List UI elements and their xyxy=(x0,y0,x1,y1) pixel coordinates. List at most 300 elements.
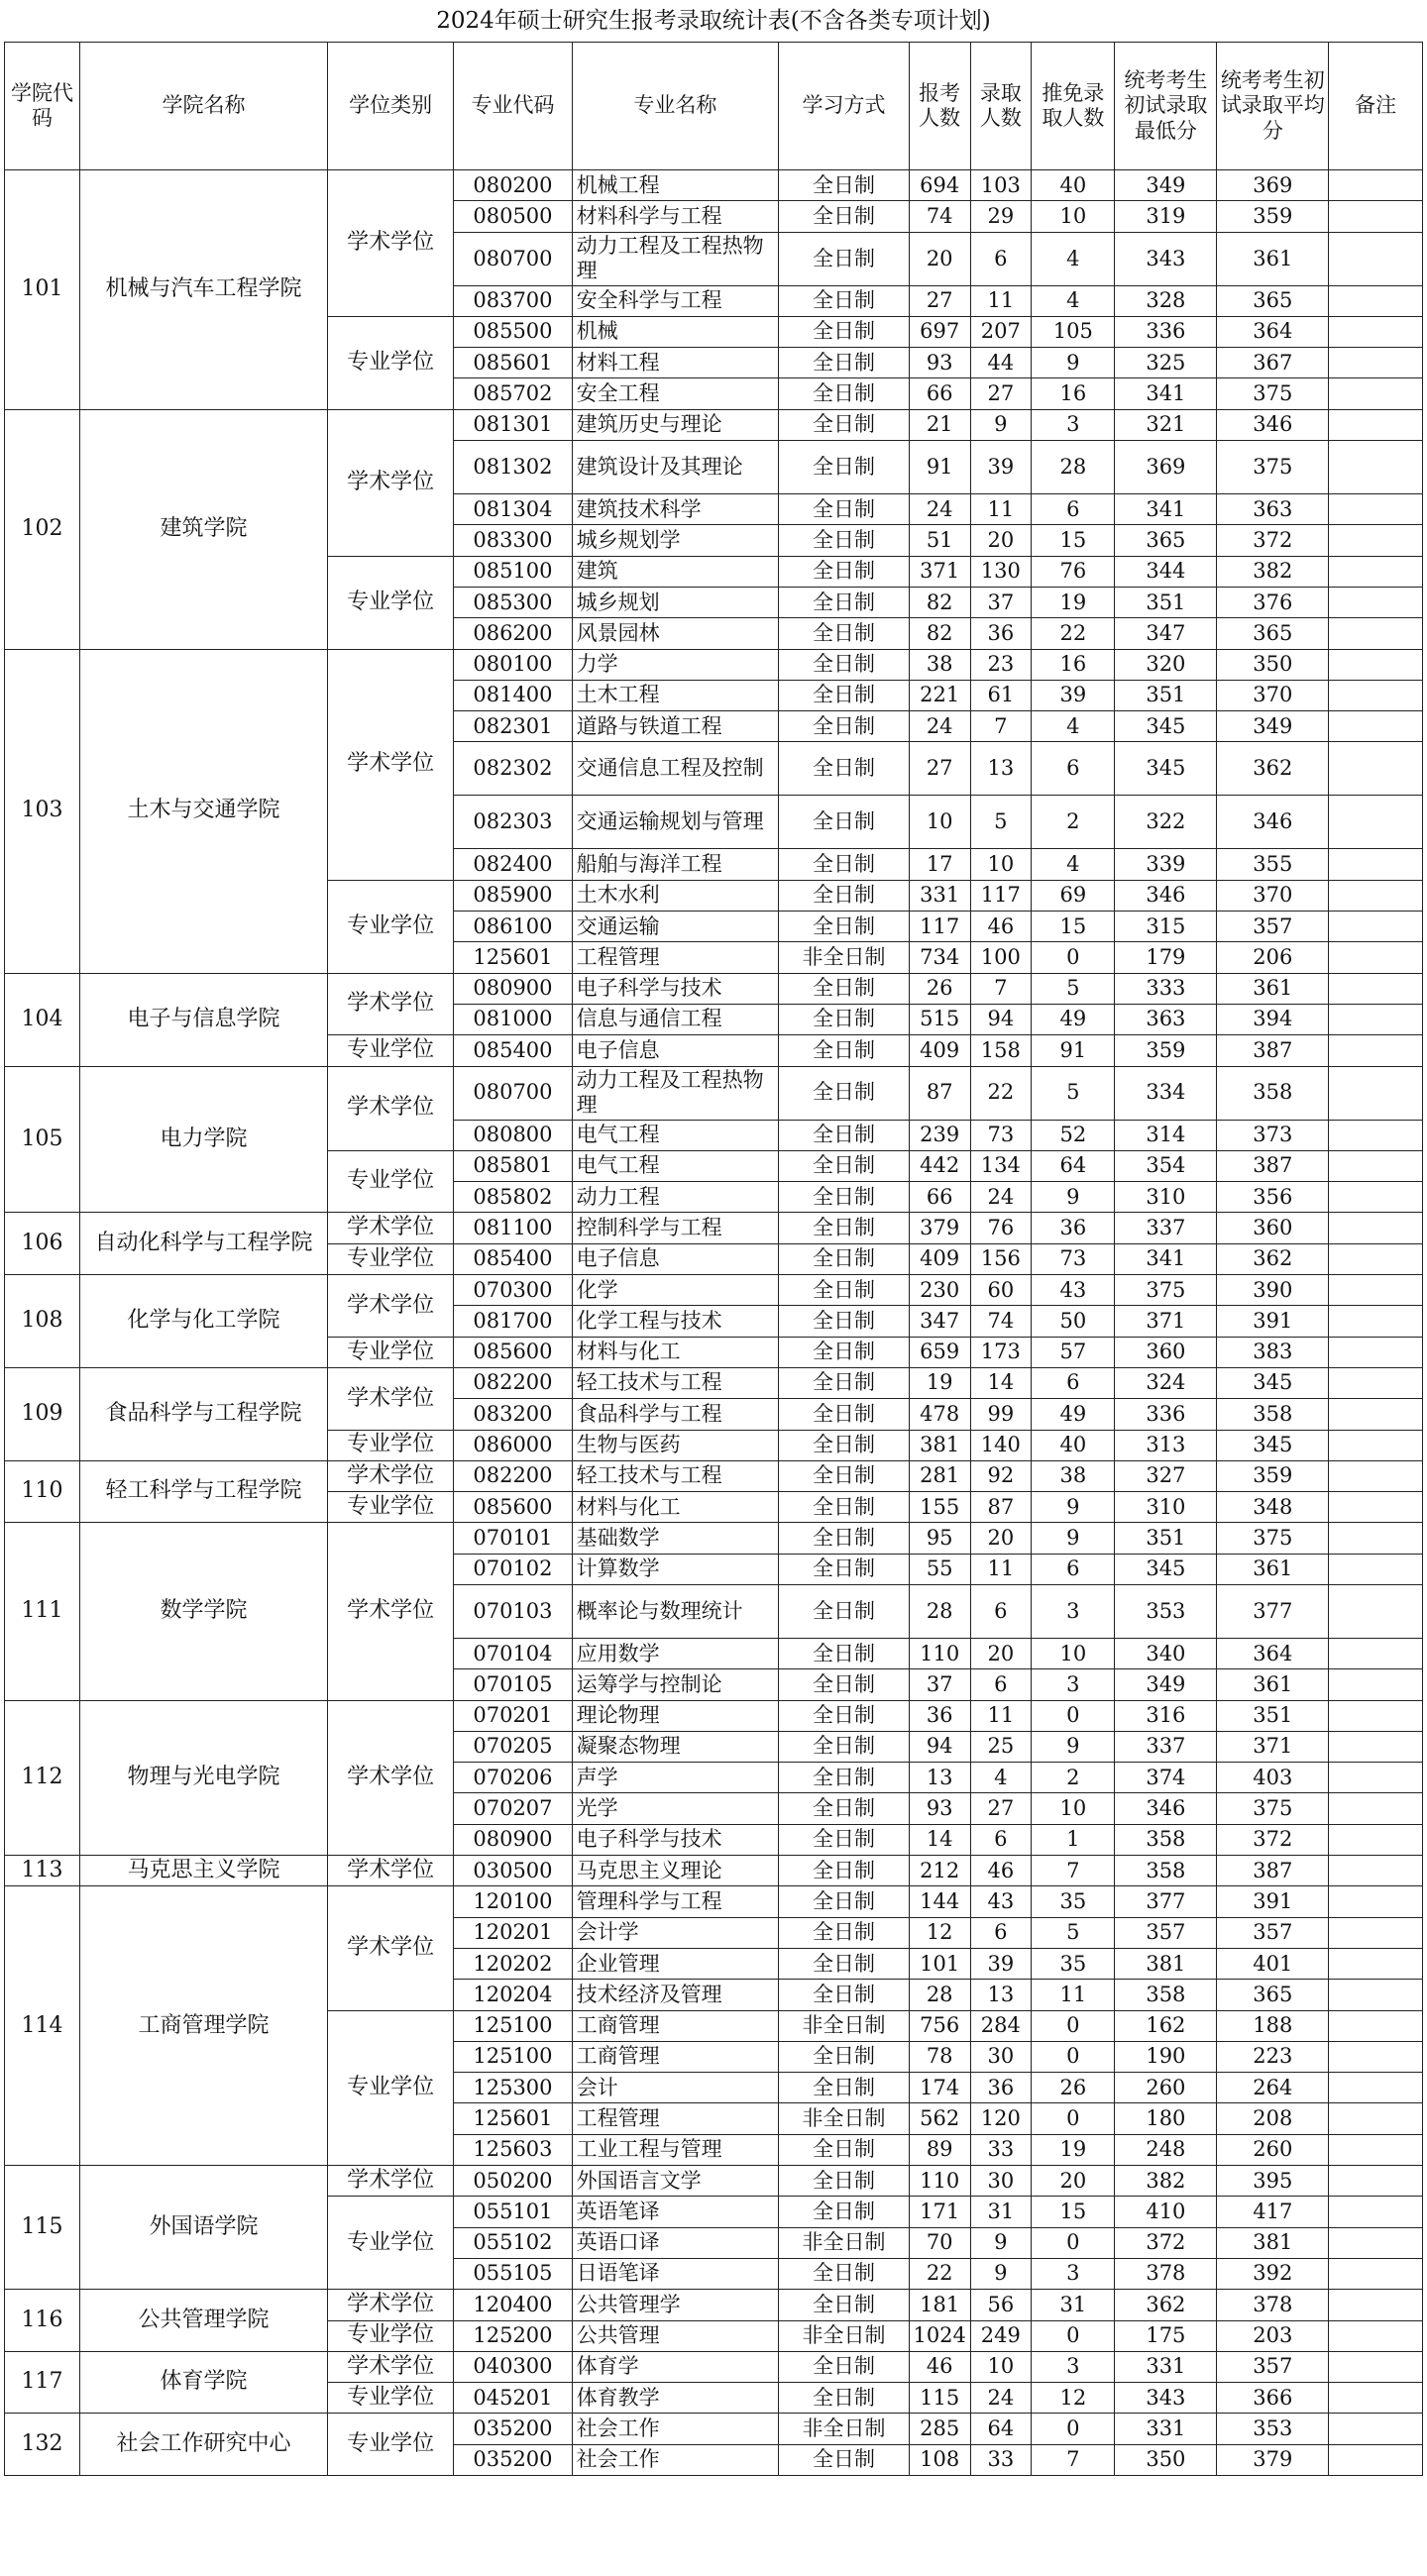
applicants-cell: 26 xyxy=(909,973,970,1004)
major-name-cell: 体育学 xyxy=(572,2351,779,2382)
exempt-cell: 91 xyxy=(1032,1035,1115,1066)
college-name-cell: 机械与汽车工程学院 xyxy=(80,170,328,410)
study-mode-cell: 全日制 xyxy=(779,1213,910,1243)
header-college-code: 学院代码 xyxy=(5,43,80,170)
min-score-cell: 313 xyxy=(1115,1430,1217,1460)
major-code-cell: 081400 xyxy=(454,680,572,710)
major-name-cell: 光学 xyxy=(572,1793,779,1824)
admitted-cell: 10 xyxy=(970,2351,1032,2382)
avg-score-cell: 376 xyxy=(1217,587,1329,617)
remarks-cell xyxy=(1329,2444,1423,2475)
admitted-cell: 13 xyxy=(970,742,1032,796)
major-code-cell: 080900 xyxy=(454,973,572,1004)
college-code-cell: 103 xyxy=(5,649,80,973)
major-name-cell: 基础数学 xyxy=(572,1523,779,1554)
major-code-cell: 080200 xyxy=(454,170,572,201)
major-name-cell: 电子科学与技术 xyxy=(572,973,779,1004)
avg-score-cell: 401 xyxy=(1217,1948,1329,1979)
major-code-cell: 083200 xyxy=(454,1399,572,1430)
degree-type-cell: 专业学位 xyxy=(327,1430,453,1460)
admitted-cell: 5 xyxy=(970,796,1032,849)
major-code-cell: 081301 xyxy=(454,409,572,440)
avg-score-cell: 350 xyxy=(1217,649,1329,680)
header-avg-score: 统考考生初试录取平均分 xyxy=(1217,43,1329,170)
min-score-cell: 354 xyxy=(1115,1150,1217,1181)
major-code-cell: 085400 xyxy=(454,1035,572,1066)
study-mode-cell: 非全日制 xyxy=(779,942,910,973)
major-name-cell: 公共管理 xyxy=(572,2320,779,2351)
remarks-cell xyxy=(1329,1182,1423,1213)
min-score-cell: 310 xyxy=(1115,1182,1217,1213)
min-score-cell: 350 xyxy=(1115,2444,1217,2475)
study-mode-cell: 全日制 xyxy=(779,2351,910,2382)
major-code-cell: 120204 xyxy=(454,1980,572,2010)
admitted-cell: 33 xyxy=(970,2134,1032,2165)
admitted-cell: 64 xyxy=(970,2414,1032,2444)
major-code-cell: 125100 xyxy=(454,2041,572,2072)
avg-score-cell: 373 xyxy=(1217,1120,1329,1150)
admitted-cell: 20 xyxy=(970,525,1032,556)
study-mode-cell: 全日制 xyxy=(779,1337,910,1367)
degree-type-cell: 专业学位 xyxy=(327,1150,453,1213)
major-code-cell: 070207 xyxy=(454,1793,572,1824)
study-mode-cell: 全日制 xyxy=(779,973,910,1004)
major-code-cell: 080500 xyxy=(454,201,572,232)
admitted-cell: 7 xyxy=(970,711,1032,742)
table-row xyxy=(5,1856,1423,1886)
major-code-cell: 082200 xyxy=(454,1367,572,1398)
remarks-cell xyxy=(1329,680,1423,710)
applicants-cell: 28 xyxy=(909,1584,970,1638)
min-score-cell: 316 xyxy=(1115,1700,1217,1731)
degree-type-cell: 学术学位 xyxy=(327,1213,453,1243)
major-name-cell: 应用数学 xyxy=(572,1638,779,1668)
exempt-cell: 16 xyxy=(1032,378,1115,409)
admitted-cell: 73 xyxy=(970,1120,1032,1150)
applicants-cell: 14 xyxy=(909,1824,970,1855)
major-code-cell: 055102 xyxy=(454,2227,572,2258)
remarks-cell xyxy=(1329,1213,1423,1243)
college-code-cell: 106 xyxy=(5,1213,80,1275)
avg-score-cell: 361 xyxy=(1217,1669,1329,1700)
major-name-cell: 动力工程及工程热物理 xyxy=(572,1066,779,1120)
min-score-cell: 315 xyxy=(1115,912,1217,942)
major-code-cell: 125200 xyxy=(454,2320,572,2351)
admitted-cell: 94 xyxy=(970,1004,1032,1034)
admitted-cell: 43 xyxy=(970,1886,1032,1917)
exempt-cell: 0 xyxy=(1032,942,1115,973)
major-code-cell: 070201 xyxy=(454,1700,572,1731)
exempt-cell: 4 xyxy=(1032,285,1115,316)
applicants-cell: 409 xyxy=(909,1243,970,1274)
applicants-cell: 347 xyxy=(909,1306,970,1337)
major-code-cell: 120202 xyxy=(454,1948,572,1979)
admitted-cell: 99 xyxy=(970,1399,1032,1430)
min-score-cell: 358 xyxy=(1115,1980,1217,2010)
major-code-cell: 081100 xyxy=(454,1213,572,1243)
exempt-cell: 3 xyxy=(1032,2351,1115,2382)
min-score-cell: 358 xyxy=(1115,1856,1217,1886)
admitted-cell: 30 xyxy=(970,2041,1032,2072)
avg-score-cell: 366 xyxy=(1217,2383,1329,2414)
study-mode-cell: 全日制 xyxy=(779,1731,910,1762)
avg-score-cell: 391 xyxy=(1217,1306,1329,1337)
exempt-cell: 19 xyxy=(1032,2134,1115,2165)
admitted-cell: 76 xyxy=(970,1213,1032,1243)
admitted-cell: 11 xyxy=(970,1554,1032,1584)
remarks-cell xyxy=(1329,2010,1423,2041)
exempt-cell: 2 xyxy=(1032,1763,1115,1793)
exempt-cell: 9 xyxy=(1032,348,1115,378)
avg-score-cell: 346 xyxy=(1217,409,1329,440)
remarks-cell xyxy=(1329,1399,1423,1430)
remarks-cell xyxy=(1329,1275,1423,1306)
applicants-cell: 144 xyxy=(909,1886,970,1917)
admitted-cell: 100 xyxy=(970,942,1032,973)
study-mode-cell: 全日制 xyxy=(779,2258,910,2289)
major-name-cell: 交通运输 xyxy=(572,912,779,942)
study-mode-cell: 全日制 xyxy=(779,1948,910,1979)
exempt-cell: 26 xyxy=(1032,2073,1115,2103)
min-score-cell: 190 xyxy=(1115,2041,1217,2072)
applicants-cell: 659 xyxy=(909,1337,970,1367)
remarks-cell xyxy=(1329,1763,1423,1793)
major-code-cell: 045201 xyxy=(454,2383,572,2414)
min-score-cell: 381 xyxy=(1115,1948,1217,1979)
table-row xyxy=(5,170,1423,201)
major-code-cell: 082301 xyxy=(454,711,572,742)
avg-score-cell: 260 xyxy=(1217,2134,1329,2165)
major-name-cell: 建筑技术科学 xyxy=(572,494,779,525)
header-applicants: 报考人数 xyxy=(909,43,970,170)
college-name-cell: 电力学院 xyxy=(80,1066,328,1213)
avg-score-cell: 357 xyxy=(1217,2351,1329,2382)
avg-score-cell: 365 xyxy=(1217,1980,1329,2010)
college-code-cell: 115 xyxy=(5,2166,80,2290)
exempt-cell: 16 xyxy=(1032,649,1115,680)
avg-score-cell: 206 xyxy=(1217,942,1329,973)
header-row xyxy=(5,43,1423,170)
major-code-cell: 080700 xyxy=(454,1066,572,1120)
remarks-cell xyxy=(1329,912,1423,942)
avg-score-cell: 359 xyxy=(1217,1460,1329,1491)
study-mode-cell: 全日制 xyxy=(779,378,910,409)
remarks-cell xyxy=(1329,1948,1423,1979)
major-code-cell: 125603 xyxy=(454,2134,572,2165)
applicants-cell: 93 xyxy=(909,1793,970,1824)
major-name-cell: 会计 xyxy=(572,2073,779,2103)
avg-score-cell: 364 xyxy=(1217,316,1329,347)
table-row xyxy=(5,1700,1423,1731)
degree-type-cell: 学术学位 xyxy=(327,649,453,880)
min-score-cell: 374 xyxy=(1115,1763,1217,1793)
exempt-cell: 69 xyxy=(1032,880,1115,911)
exempt-cell: 11 xyxy=(1032,1980,1115,2010)
study-mode-cell: 全日制 xyxy=(779,1917,910,1948)
remarks-cell xyxy=(1329,2166,1423,2197)
exempt-cell: 0 xyxy=(1032,2227,1115,2258)
applicants-cell: 66 xyxy=(909,378,970,409)
avg-score-cell: 349 xyxy=(1217,711,1329,742)
applicants-cell: 171 xyxy=(909,2197,970,2227)
college-code-cell: 132 xyxy=(5,2414,80,2476)
min-score-cell: 351 xyxy=(1115,680,1217,710)
degree-type-cell: 专业学位 xyxy=(327,2414,453,2476)
study-mode-cell: 全日制 xyxy=(779,2166,910,2197)
major-name-cell: 动力工程 xyxy=(572,1182,779,1213)
college-code-cell: 110 xyxy=(5,1460,80,1523)
study-mode-cell: 全日制 xyxy=(779,742,910,796)
study-mode-cell: 全日制 xyxy=(779,285,910,316)
study-mode-cell: 非全日制 xyxy=(779,2010,910,2041)
applicants-cell: 21 xyxy=(909,409,970,440)
table-row xyxy=(5,1213,1423,1243)
admitted-cell: 33 xyxy=(970,2444,1032,2475)
study-mode-cell: 全日制 xyxy=(779,1243,910,1274)
applicants-cell: 734 xyxy=(909,942,970,973)
major-name-cell: 凝聚态物理 xyxy=(572,1731,779,1762)
college-code-cell: 109 xyxy=(5,1367,80,1460)
degree-type-cell: 学术学位 xyxy=(327,2290,453,2320)
applicants-cell: 37 xyxy=(909,1669,970,1700)
avg-score-cell: 377 xyxy=(1217,1584,1329,1638)
major-name-cell: 材料与化工 xyxy=(572,1337,779,1367)
table-row xyxy=(5,973,1423,1004)
remarks-cell xyxy=(1329,2320,1423,2351)
admitted-cell: 11 xyxy=(970,1700,1032,1731)
study-mode-cell: 全日制 xyxy=(779,1492,910,1523)
applicants-cell: 95 xyxy=(909,1523,970,1554)
major-code-cell: 082303 xyxy=(454,796,572,849)
study-mode-cell: 全日制 xyxy=(779,796,910,849)
exempt-cell: 3 xyxy=(1032,1584,1115,1638)
study-mode-cell: 全日制 xyxy=(779,1035,910,1066)
major-code-cell: 085600 xyxy=(454,1337,572,1367)
study-mode-cell: 全日制 xyxy=(779,618,910,649)
remarks-cell xyxy=(1329,942,1423,973)
college-code-cell: 102 xyxy=(5,409,80,649)
major-name-cell: 技术经济及管理 xyxy=(572,1980,779,2010)
applicants-cell: 478 xyxy=(909,1399,970,1430)
major-name-cell: 马克思主义理论 xyxy=(572,1856,779,1886)
avg-score-cell: 356 xyxy=(1217,1182,1329,1213)
major-code-cell: 082302 xyxy=(454,742,572,796)
major-name-cell: 城乡规划 xyxy=(572,587,779,617)
college-name-cell: 社会工作研究中心 xyxy=(80,2414,328,2476)
study-mode-cell: 全日制 xyxy=(779,649,910,680)
avg-score-cell: 367 xyxy=(1217,348,1329,378)
remarks-cell xyxy=(1329,556,1423,587)
major-code-cell: 086000 xyxy=(454,1430,572,1460)
exempt-cell: 9 xyxy=(1032,1182,1115,1213)
remarks-cell xyxy=(1329,849,1423,880)
major-code-cell: 085802 xyxy=(454,1182,572,1213)
study-mode-cell: 全日制 xyxy=(779,1856,910,1886)
remarks-cell xyxy=(1329,1731,1423,1762)
college-name-cell: 电子与信息学院 xyxy=(80,973,328,1066)
degree-type-cell: 专业学位 xyxy=(327,2197,453,2290)
major-code-cell: 080100 xyxy=(454,649,572,680)
admitted-cell: 92 xyxy=(970,1460,1032,1491)
applicants-cell: 515 xyxy=(909,1004,970,1034)
applicants-cell: 28 xyxy=(909,1980,970,2010)
major-name-cell: 电气工程 xyxy=(572,1150,779,1181)
study-mode-cell: 全日制 xyxy=(779,1150,910,1181)
min-score-cell: 345 xyxy=(1115,711,1217,742)
admitted-cell: 11 xyxy=(970,494,1032,525)
major-code-cell: 125601 xyxy=(454,942,572,973)
major-code-cell: 081700 xyxy=(454,1306,572,1337)
remarks-cell xyxy=(1329,1584,1423,1638)
header-remarks: 备注 xyxy=(1329,43,1423,170)
admitted-cell: 36 xyxy=(970,618,1032,649)
study-mode-cell: 全日制 xyxy=(779,1700,910,1731)
major-name-cell: 力学 xyxy=(572,649,779,680)
degree-type-cell: 学术学位 xyxy=(327,2166,453,2197)
min-score-cell: 358 xyxy=(1115,1824,1217,1855)
major-name-cell: 理论物理 xyxy=(572,1700,779,1731)
degree-type-cell: 学术学位 xyxy=(327,1367,453,1430)
min-score-cell: 345 xyxy=(1115,742,1217,796)
college-name-cell: 物理与光电学院 xyxy=(80,1700,328,1855)
min-score-cell: 310 xyxy=(1115,1492,1217,1523)
study-mode-cell: 全日制 xyxy=(779,348,910,378)
applicants-cell: 239 xyxy=(909,1120,970,1150)
exempt-cell: 43 xyxy=(1032,1275,1115,1306)
remarks-cell xyxy=(1329,1638,1423,1668)
remarks-cell xyxy=(1329,1669,1423,1700)
major-name-cell: 交通运输规划与管理 xyxy=(572,796,779,849)
exempt-cell: 7 xyxy=(1032,2444,1115,2475)
min-score-cell: 321 xyxy=(1115,409,1217,440)
min-score-cell: 377 xyxy=(1115,1886,1217,1917)
min-score-cell: 347 xyxy=(1115,618,1217,649)
min-score-cell: 325 xyxy=(1115,348,1217,378)
study-mode-cell: 全日制 xyxy=(779,556,910,587)
major-code-cell: 080800 xyxy=(454,1120,572,1150)
table-row xyxy=(5,1460,1423,1491)
exempt-cell: 4 xyxy=(1032,711,1115,742)
applicants-cell: 51 xyxy=(909,525,970,556)
avg-score-cell: 361 xyxy=(1217,232,1329,285)
admission-stats-table xyxy=(4,42,1423,2476)
admitted-cell: 74 xyxy=(970,1306,1032,1337)
admitted-cell: 39 xyxy=(970,441,1032,494)
min-score-cell: 339 xyxy=(1115,849,1217,880)
degree-type-cell: 专业学位 xyxy=(327,2320,453,2351)
remarks-cell xyxy=(1329,880,1423,911)
major-code-cell: 081302 xyxy=(454,441,572,494)
degree-type-cell: 专业学位 xyxy=(327,880,453,973)
avg-score-cell: 361 xyxy=(1217,973,1329,1004)
avg-score-cell: 379 xyxy=(1217,2444,1329,2475)
exempt-cell: 50 xyxy=(1032,1306,1115,1337)
college-code-cell: 111 xyxy=(5,1523,80,1700)
avg-score-cell: 188 xyxy=(1217,2010,1329,2041)
degree-type-cell: 学术学位 xyxy=(327,170,453,317)
exempt-cell: 9 xyxy=(1032,1523,1115,1554)
admitted-cell: 284 xyxy=(970,2010,1032,2041)
remarks-cell xyxy=(1329,1523,1423,1554)
exempt-cell: 0 xyxy=(1032,2041,1115,2072)
study-mode-cell: 全日制 xyxy=(779,316,910,347)
avg-score-cell: 390 xyxy=(1217,1275,1329,1306)
exempt-cell: 2 xyxy=(1032,796,1115,849)
major-name-cell: 工商管理 xyxy=(572,2010,779,2041)
major-name-cell: 建筑设计及其理论 xyxy=(572,441,779,494)
exempt-cell: 3 xyxy=(1032,2258,1115,2289)
exempt-cell: 15 xyxy=(1032,525,1115,556)
major-code-cell: 085100 xyxy=(454,556,572,587)
avg-score-cell: 372 xyxy=(1217,525,1329,556)
degree-type-cell: 学术学位 xyxy=(327,1460,453,1491)
degree-type-cell: 专业学位 xyxy=(327,1492,453,1523)
min-score-cell: 320 xyxy=(1115,649,1217,680)
remarks-cell xyxy=(1329,285,1423,316)
study-mode-cell: 全日制 xyxy=(779,170,910,201)
min-score-cell: 260 xyxy=(1115,2073,1217,2103)
min-score-cell: 331 xyxy=(1115,2414,1217,2444)
applicants-cell: 697 xyxy=(909,316,970,347)
min-score-cell: 331 xyxy=(1115,2351,1217,2382)
admitted-cell: 31 xyxy=(970,2197,1032,2227)
min-score-cell: 351 xyxy=(1115,1523,1217,1554)
degree-type-cell: 学术学位 xyxy=(327,409,453,556)
applicants-cell: 221 xyxy=(909,680,970,710)
major-name-cell: 企业管理 xyxy=(572,1948,779,1979)
study-mode-cell: 全日制 xyxy=(779,1306,910,1337)
admitted-cell: 29 xyxy=(970,201,1032,232)
admitted-cell: 9 xyxy=(970,2227,1032,2258)
admitted-cell: 27 xyxy=(970,1793,1032,1824)
major-name-cell: 日语笔译 xyxy=(572,2258,779,2289)
major-code-cell: 070205 xyxy=(454,1731,572,1762)
avg-score-cell: 357 xyxy=(1217,1917,1329,1948)
avg-score-cell: 387 xyxy=(1217,1150,1329,1181)
admitted-cell: 134 xyxy=(970,1150,1032,1181)
major-code-cell: 086100 xyxy=(454,912,572,942)
avg-score-cell: 365 xyxy=(1217,618,1329,649)
remarks-cell xyxy=(1329,2197,1423,2227)
avg-score-cell: 353 xyxy=(1217,2414,1329,2444)
major-name-cell: 工业工程与管理 xyxy=(572,2134,779,2165)
avg-score-cell: 387 xyxy=(1217,1856,1329,1886)
remarks-cell xyxy=(1329,1554,1423,1584)
header-min-score: 统考考生初试录取最低分 xyxy=(1115,43,1217,170)
avg-score-cell: 381 xyxy=(1217,2227,1329,2258)
applicants-cell: 22 xyxy=(909,2258,970,2289)
major-code-cell: 085600 xyxy=(454,1492,572,1523)
min-score-cell: 328 xyxy=(1115,285,1217,316)
avg-score-cell: 361 xyxy=(1217,1554,1329,1584)
remarks-cell xyxy=(1329,1793,1423,1824)
avg-score-cell: 358 xyxy=(1217,1399,1329,1430)
min-score-cell: 349 xyxy=(1115,1669,1217,1700)
min-score-cell: 180 xyxy=(1115,2103,1217,2134)
applicants-cell: 94 xyxy=(909,1731,970,1762)
min-score-cell: 345 xyxy=(1115,1554,1217,1584)
major-code-cell: 125601 xyxy=(454,2103,572,2134)
study-mode-cell: 全日制 xyxy=(779,1182,910,1213)
avg-score-cell: 375 xyxy=(1217,1523,1329,1554)
major-name-cell: 城乡规划学 xyxy=(572,525,779,556)
college-name-cell: 工商管理学院 xyxy=(80,1886,328,2166)
min-score-cell: 341 xyxy=(1115,378,1217,409)
major-code-cell: 085702 xyxy=(454,378,572,409)
exempt-cell: 5 xyxy=(1032,973,1115,1004)
exempt-cell: 49 xyxy=(1032,1004,1115,1034)
major-code-cell: 080900 xyxy=(454,1824,572,1855)
